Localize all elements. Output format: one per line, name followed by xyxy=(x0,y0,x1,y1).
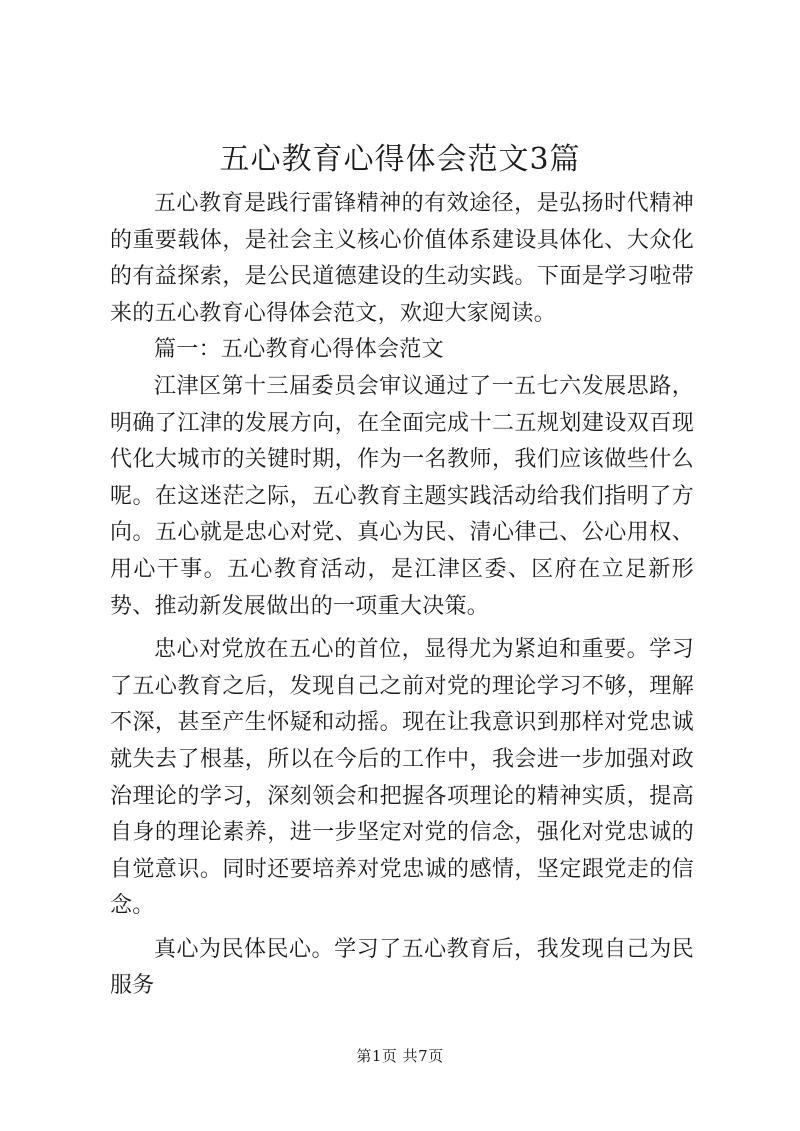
page-number-footer: 第1页 共7页 xyxy=(356,1047,444,1065)
document-title: 五心教育心得体会范文3篇 xyxy=(219,142,581,177)
paragraph-1: 江津区第十三届委员会审议通过了一五七六发展思路，明确了江津的发展方向，在全面完成十二五规划建设双百现代化大城市的关键时期，作为一名教师，我们应该做些什么呢。在这迷茫之际，五心教育主题实践活动给我们指明了方向。五心就是忠心对党、真心为民、清心律己、公心用权、用心干事。五心教育活动，是江津区委、区府在立足新形势、推动新发展做出的一项重大决策。 xyxy=(110,373,694,619)
paragraph-intro: 五心教育是践行雷锋精神的有效途径，是弘扬时代精神的重要载体，是社会主义核心价值体系建设具体化、大众化的有益探索，是公民道德建设的生动实践。下面是学习啦带来的五心教育心得体会范文，欢迎大家阅读。 xyxy=(110,191,694,326)
paragraph-2: 忠心对党放在五心的首位，显得尤为紧迫和重要。学习了五心教育之后，发现自己之前对党的理论学习不够，理解不深，甚至产生怀疑和动摇。现在让我意识到那样对党忠诚就失去了根基，所以在今后的工作中，我会进一步加强对政治理论的学习，深刻领会和把握各项理论的精神实质，提高自身的理论素养，进一步坚定对党的信念，强化对党忠诚的自觉意识。同时还要培养对党忠诚的感情，坚定跟党走的信念。 xyxy=(110,637,694,919)
paragraph-3: 真心为民体民心。学习了五心教育后，我发现自己为民服务 xyxy=(110,936,694,999)
document-body xyxy=(110,186,694,1005)
section-heading: 篇一：五心教育心得体会范文 xyxy=(154,337,444,363)
